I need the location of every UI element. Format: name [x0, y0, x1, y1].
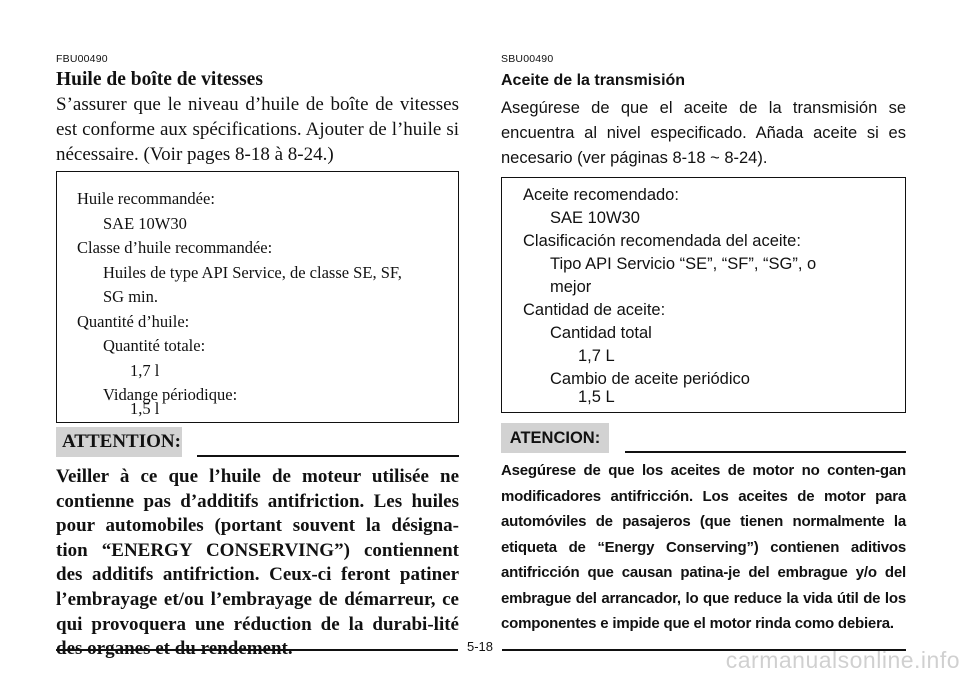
spec-line: Cantidad total	[550, 324, 652, 342]
section-title: Huile de boîte de vitesses	[56, 69, 263, 90]
spec-box	[56, 171, 459, 423]
attention-text: Veiller à ce que l’huile de moteur utilisée ne contienne pas d’additifs antifriction. Les huiles pour automobiles (portant souvent la désigna-tion “ENERGY CONSERVING”) contiennent des additifs antifriction. Ceux-ci feront patiner l’embrayage et/ou l’embrayage de démarreur, ce qui provoquera une réduction de la durabi-lité des organes et du rendement.	[56, 466, 459, 660]
spec-line: Huile recommandée:	[77, 189, 215, 208]
spec-line: mejor	[550, 278, 592, 296]
attention-label: ATTENTION:	[56, 427, 182, 457]
spec-line: 1,5 L	[578, 388, 615, 406]
spec-line: Tipo API Servicio “SE”, “SF”, “SG”, o	[550, 255, 817, 273]
section-body: Asegúrese de que el aceite de la transmisión se encuentra al nivel especificado. Añada aceite si es necesario (ver páginas 8-18 ~ 8-24).	[501, 99, 906, 167]
spec-line: SAE 10W30	[550, 209, 640, 227]
section-code: SBU00490	[501, 53, 554, 65]
attention-rule	[625, 451, 906, 453]
attention-text: Asegúrese de que los aceites de motor no conten-gan modificadores antifricción. Los aceites de motor para automóviles de pasajeros (que tienen normalmente la etiqueta de “Energy Conserving”) contienen aditivos antifricción que causan patina-je del embrague y/o del embrague del arrancador, lo que reduce la vida útil de los componentes e impide que el motor rinda como debiera.	[501, 462, 906, 632]
spec-line: Quantité d’huile:	[77, 311, 190, 331]
spec-line: SAE 10W30	[103, 213, 187, 233]
spec-line: Aceite recomendado:	[523, 186, 679, 204]
watermark: carmanualsonline.info	[725, 647, 960, 673]
spec-line: Huiles de type API Service, de classe SE, SF,	[103, 262, 402, 282]
spec-line: 1,5 l	[130, 399, 160, 418]
attention-rule	[197, 455, 459, 457]
spec-box	[501, 177, 906, 413]
spec-line: SG min.	[103, 287, 159, 306]
spec-line: Clasificación recomendada del aceite:	[523, 232, 801, 250]
page-number: 5-18	[466, 639, 494, 654]
footer-rule-left	[56, 649, 458, 651]
spec-line: Cambio de aceite periódico	[550, 370, 750, 388]
attention-label: ATENCION:	[501, 423, 609, 453]
spec-line: Cantidad de aceite:	[523, 301, 666, 319]
section-body: S’assurer que le niveau d’huile de boîte de vitesses est conforme aux spécifications. Ajouter de l’huile si nécessaire. (Voir pages 8-18 à 8-24.)	[56, 94, 459, 165]
spec-line: Quantité totale:	[103, 336, 206, 355]
spec-line: Classe d’huile recommandée:	[77, 238, 273, 257]
section-title: Aceite de la transmisión	[501, 72, 686, 89]
section-code: FBU00490	[56, 53, 108, 65]
spec-line: 1,7 l	[130, 360, 160, 380]
spec-line: Vidange périodique:	[103, 385, 238, 404]
spec-line: 1,7 L	[578, 347, 615, 365]
